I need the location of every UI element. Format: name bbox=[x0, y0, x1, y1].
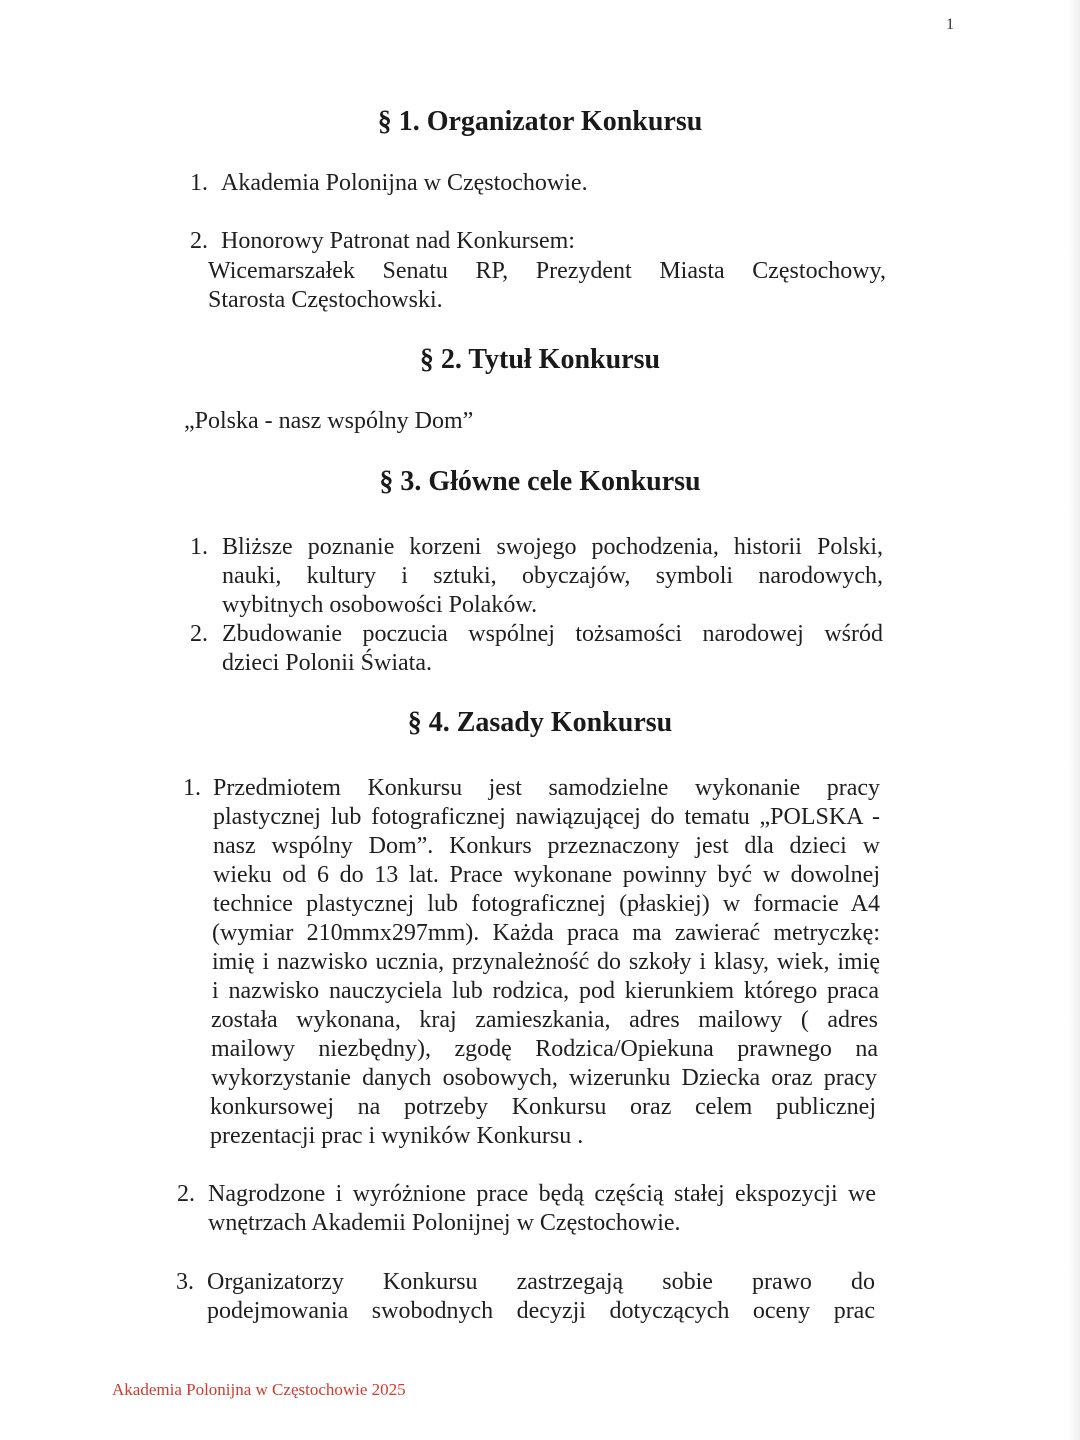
list-item-number: 1. bbox=[190, 170, 208, 196]
list-item-text: nasz wspólny Dom”. Konkurs przeznaczony jest dla dzieci w bbox=[213, 833, 880, 859]
list-item-text: wieku od 6 do 13 lat. Prace wykonane powinny być w dowolnej bbox=[213, 862, 880, 888]
list-item-text: wnętrzach Akademii Polonijnej w Częstochowie. bbox=[208, 1210, 681, 1236]
list-item-text: mailowy niezbędny), zgodę Rodzica/Opiekuna prawnego na bbox=[211, 1036, 878, 1062]
list-item-text: podejmowania swobodnych decyzji dotyczących oceny prac bbox=[207, 1298, 875, 1324]
list-item-text: i nazwisko nauczyciela lub rodzica, pod kierunkiem którego praca bbox=[212, 978, 879, 1004]
section-2-heading: § 2. Tytuł Konkursu bbox=[419, 344, 661, 375]
list-item-number: 3. bbox=[176, 1269, 194, 1295]
list-item-number: 1. bbox=[183, 775, 201, 801]
section-1-heading: § 1. Organizator Konkursu bbox=[377, 106, 703, 137]
page-number: 1 bbox=[946, 16, 954, 33]
list-item-text: plastycznej lub fotograficznej nawiązującej do tematu „POLSKA - bbox=[213, 804, 880, 830]
list-item-number: 1. bbox=[190, 534, 208, 560]
list-item-text: Bliższe poznanie korzeni swojego pochodzenia, historii Polski, bbox=[222, 534, 883, 560]
list-item-text: dzieci Polonii Świata. bbox=[222, 650, 432, 676]
page-footer: Akademia Polonijna w Częstochowie 2025 bbox=[112, 1380, 406, 1399]
list-item-text: Starosta Częstochowski. bbox=[208, 287, 443, 313]
list-item-text: prezentacji prac i wyników Konkursu . bbox=[210, 1123, 584, 1149]
list-item-text: technice plastycznej lub fotograficznej (płaskiej) w formacie A4 bbox=[213, 891, 880, 917]
list-item-text: konkursowej na potrzeby Konkursu oraz celem publicznej bbox=[210, 1094, 876, 1120]
section-4-heading: § 4. Zasady Konkursu bbox=[407, 707, 673, 738]
list-item-text: Akademia Polonijna w Częstochowie. bbox=[221, 170, 588, 196]
list-item-number: 2. bbox=[190, 621, 208, 647]
list-item-text: Honorowy Patronat nad Konkursem: bbox=[221, 228, 575, 254]
list-item-text: Wicemarszałek Senatu RP, Prezydent Miasta Częstochowy, bbox=[208, 258, 886, 284]
list-item-text: została wykonana, kraj zamieszkania, adres mailowy ( adres bbox=[211, 1007, 878, 1033]
contest-title: „Polska - nasz wspólny Dom” bbox=[184, 408, 474, 434]
list-item-text: (wymiar 210mmx297mm). Każda praca ma zawierać metryczkę: bbox=[212, 920, 880, 946]
list-item-text: Nagrodzone i wyróżnione prace będą częścią stałej ekspozycji we bbox=[208, 1181, 876, 1207]
list-item-text: wykorzystanie danych osobowych, wizerunku Dziecka oraz pracy bbox=[211, 1065, 877, 1091]
list-item-number: 2. bbox=[177, 1181, 195, 1207]
list-item-text: wybitnych osobowości Polaków. bbox=[222, 592, 538, 618]
list-item-text: Organizatorzy Konkursu zastrzegają sobie prawo do bbox=[207, 1269, 875, 1295]
list-item-text: Zbudowanie poczucia wspólnej tożsamości narodowej wśród bbox=[222, 621, 883, 647]
list-item-number: 2. bbox=[190, 228, 208, 254]
list-item-text: imię i nazwisko ucznia, przynależność do szkoły i klasy, wiek, imię bbox=[212, 949, 880, 975]
list-item-text: nauki, kultury i sztuki, obyczajów, symboli narodowych, bbox=[222, 563, 883, 589]
section-3-heading: § 3. Główne cele Konkursu bbox=[379, 466, 701, 497]
list-item-text: Przedmiotem Konkursu jest samodzielne wykonanie pracy bbox=[213, 775, 880, 801]
